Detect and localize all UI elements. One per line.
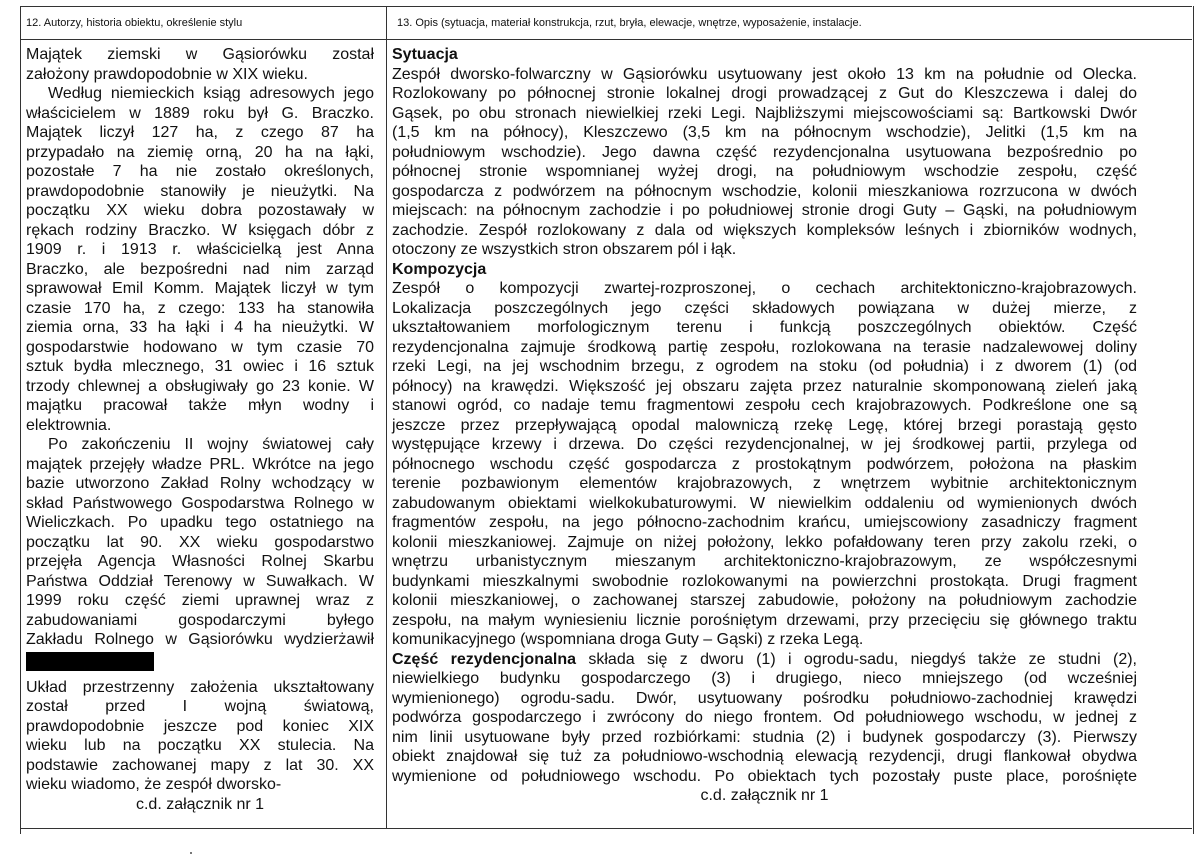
history-line: ziemia orna, 33 ha łąki i 4 ha nieużytki. W [26,319,374,336]
heading-sytuacja: Sytuacja [392,46,458,63]
history-line: Majątek ziemski w Gąsiorówku został [26,46,374,63]
history-line: 1909 r. i 1913 r. właścicielką jest Anna [26,241,374,258]
history-line: prawdopodobnie stanowiły je nieużytki. Na [26,182,374,200]
history-line: Wieliczkach. Po upadku tego ostatniego na [26,514,374,531]
sytuacja-line: gospodarcza z podwórzem na północnym wschodzie, kolonii mieszkaniowa rozrzucona w dwóch [392,182,1137,200]
history-line: elektrownia. [26,416,112,434]
kompozycja-line: zabudowanym obiektami wielkokubaturowymi. W niewielkim oddaleniu od wymienionych dwóch [392,494,1137,512]
kompozycja-line: wnętrzu urbanistycznym mieszanym architektoniczno-krajobrazowym, ze współczesnymi [392,553,1137,570]
kompozycja-line: rzeki Legi, na jej wschodnim brzegu, z ogrodem na stoku (od południa) i z dworem (1) (od [392,358,1137,375]
description-continuation-note: c.d. załącznik nr 1 [700,787,829,804]
history-paragraph-1 [26,45,374,84]
history-line: Majątek liczył 127 ha, z czego 87 ha [26,124,374,141]
heading-kompozycja: Kompozycja [392,260,487,278]
redaction-bar [26,652,154,671]
section-12-header: 12. Autorzy, historia obiektu, określenie stylu [26,17,243,29]
history-line: pozostałe 7 ha nie zostało określonych, [26,163,374,180]
kompozycja-line: występujące krzewy i drzewa. Do części rezydencjonalnej, w jej środkowej partii, przylega od [392,436,1137,453]
history-line: sprawował Emil Komm. Majątek liczył w tym [26,280,374,297]
czesc-line: wymienione od południowego wschodu. Po obiektach tych pozostały puste place, porośnięte [392,767,1137,785]
kompozycja-line: kolonii mieszkaniowej. Zajmuje on niżej położony, lekko pofałdowany teren przy zakolu rzeki, o [392,533,1137,551]
kompozycja-line: ukształtowaniem morfologicznym terenu i funkcją poszczególnych obiektów. Część [392,319,1137,336]
top-border [20,6,1192,7]
header-separator [20,39,1192,40]
kompozycja-line: rezydencjonalna zajmuje środkową partię zespołu, rozlokowana na terasie nadzalewowej doliny [392,338,1137,356]
description-column [392,45,1137,806]
kompozycja-line: Zespół o kompozycji zwartej-rozproszonej, o cechach architektoniczno-krajobrazowych. [392,280,1137,297]
history-line: czasie 170 ha, z czego: 133 ha stanowiła [26,299,374,317]
kompozycja-line: terenie pozbawionym elementów krajobrazowych, z wnętrzem wybitnie architektonicznym [392,475,1137,492]
history-line: majątku pracował także młyn wodny i [26,397,374,414]
history-paragraph-3 [26,435,374,650]
kompozycja-line: komunikacyjnego (wspomniana droga Guty – Gąski) z rzeka Legą. [392,631,864,648]
history-line: podstawie zachowanej mapy z lat 30. XX [26,756,374,774]
history-line: wieku wiadomo, że zespół dworsko- [26,776,282,793]
history-continuation-note: c.d. załącznik nr 1 [135,795,265,813]
kompozycja-line: stanowi ogród, co nadaje temu fragmentowi zespołu cech krajobrazowych. Podkreślone one są [392,397,1137,414]
czesc-rezydencjonalna-label: Część rezydencjonalna [392,650,576,668]
column-divider [386,6,387,828]
kompozycja-paragraph [392,279,1137,650]
history-line: gospodarstwie hodowano w tym czasie 70 [26,338,374,356]
history-column [26,45,374,814]
history-line: założony prawdopodobnie w XIX wieku. [26,65,308,83]
sytuacja-line: południowym wschodzie). Jego dawna część rezydencjonalna usytuowana bezpośrednio po [392,143,1137,161]
section-13-header: 13. Opis (sytuacja, materiał konstrukcja, rzut, bryła, elewacje, wnętrze, wyposażenie, instalacje. [397,17,862,29]
sytuacja-line: zachodzie. Zespół rozlokowany z dala od większych kompleksów leśnych i zbiorników wodnych, [392,221,1137,239]
history-line: wieku lub na początku XX stulecia. Na [26,737,374,754]
czesc-first-line: składa się z dworu (1) i ogrodu-sadu, niegdyś także ze studni (2), [576,650,1137,668]
kompozycja-line: budynkami mieszkalnymi swobodnie rozlokowanymi na powierzchni prostokąta. Drugi fragment [392,572,1137,590]
kompozycja-line: północnego wschodu część gospodarcza z prostokątnym podwórzem, położona na płaskim [392,455,1137,473]
kompozycja-line: kolonii mieszkaniowej, o zachowanej starszej zabudowie, położony na południowym zachodzie [392,592,1137,609]
history-line: Zakładu Rolnego w Gąsiorówku wydzierżawił [26,631,374,648]
kompozycja-line: zespołu, na małym wyniesieniu licznie porośniętym drzewami, przy przecięciu się głównego traktu [392,611,1137,629]
history-paragraph-4 [26,678,374,795]
kompozycja-line: Lokalizacja poszczególnych jego części składowych powiązana w dużej mierze, z [392,299,1137,317]
sytuacja-line: otoczony ze wszystkich stron obszarem pól i łąk. [392,241,737,258]
history-line: sztuk bydła mlecznego, 31 owiec i 16 sztuk [26,358,374,375]
history-line: Braczko, ale bezpośredni nad nim zarząd [26,260,374,278]
history-line: Układ przestrzenny założenia ukształtowany [26,678,374,696]
history-line: Po zakończeniu II wojny światowej cały [48,436,374,453]
history-line: Według niemieckich ksiąg adresowych jego [48,85,374,102]
czesc-line: wymienionego) ogrodu-sadu. Dwór, usytuowany pośrodku południowo-zachodniej krawędzi [392,689,1137,707]
history-line: prawdopodobnie jeszcze pod koniec XIX [26,717,374,735]
scan-speck [190,852,192,854]
history-line: bazie utworzono Zakład Rolny wchodzący w [26,475,374,492]
czesc-line: nim linii usytuowane były przed rozbiórkami: studnia (2) i budynek gospodarczy (3). Pierwszy [392,728,1137,746]
history-line: został przed I wojną światową, [26,698,374,715]
history-line: przypadało na ziemię orną, 20 ha na łąki, [26,143,374,161]
history-line: 1999 roku część ziemi uprawnej wraz z [26,592,374,609]
history-line: rękach rodziny Braczko. W księgach dóbr z [26,221,374,239]
history-paragraph-2 [26,84,374,435]
history-line: Państwa Oddział Terenowy w Suwałkach. W [26,572,374,590]
czesc-line: podwórza gospodarczego i zwrócony do niego frontem. Od południowego wschodu, w jednej z [392,709,1137,726]
sytuacja-line: Zespół dworsko-folwarczny w Gąsiorówku usytuowany jest około 13 km na południe od Olecka. [392,65,1137,83]
kompozycja-line: jeszcze przez przepływającą opodal malowniczą rzekę Legę, której brzegi porastają gęsto [392,416,1137,434]
sytuacja-line: Gąsek, po obu stronach niewielkiej rzeki Legi. Najbliższymi miejscowościami są: Bartkowski Dwór [392,104,1137,122]
history-line: majątek przejęły władze PRL. Wkrótce na jego [26,455,374,473]
sytuacja-paragraph [392,65,1137,260]
kompozycja-line: północy) na krawędzi. Większość jej obszaru zajęta przez naturalnie skomponowaną zieleń jaką [392,377,1137,395]
history-line: początku XX wieku dobra pozostawały w [26,202,374,219]
history-line: początku lat 90. XX wieku gospodarstwo [26,533,374,551]
history-line: skład Państwowego Gospodarstwa Rolnego w [26,494,374,512]
history-line: trzody chlewnej a obsługiwały go 23 konie. W [26,377,374,395]
sytuacja-line: Rozlokowany po północnej stronie lokalnej drogi prowadzącej z Gut do Kleszczewa i dalej do [392,85,1137,102]
history-line: właścicielem w 1889 roku był G. Braczko. [26,104,374,122]
kompozycja-line: fragmentów zespołu, na jego północno-zachodnim krańcu, umiejscowiony zasadniczy fragment [392,514,1137,531]
sytuacja-line: północnej stronie wspomnianej wyżej drogi, na południowym wschodzie zespołu, część [392,163,1137,180]
sytuacja-line: (1,5 km na północy), Kleszczewo (3,5 km na północnym wschodzie), Jelitki (1,5 km na [392,124,1137,141]
history-line: zabudowaniami gospodarczymi byłego [26,611,374,629]
sytuacja-line: miejscach: na północnym zachodzie i po południowej stronie drogi Guty – Gąski, na południowym [392,202,1137,219]
bottom-border [20,828,1192,829]
history-line: przejęła Agencja Własności Rolnej Skarbu [26,553,374,570]
czesc-line: niewielkiego budynku gospodarczego (3) i drugiego, nieco mniejszego (od wcześniej [392,670,1137,687]
czesc-line: obiekt znajdował się tuż za południowo-wschodnią elewacją rezydencji, drugi flankował obydwa [392,748,1137,765]
czesc-rezydencjonalna-paragraph [392,650,1137,787]
